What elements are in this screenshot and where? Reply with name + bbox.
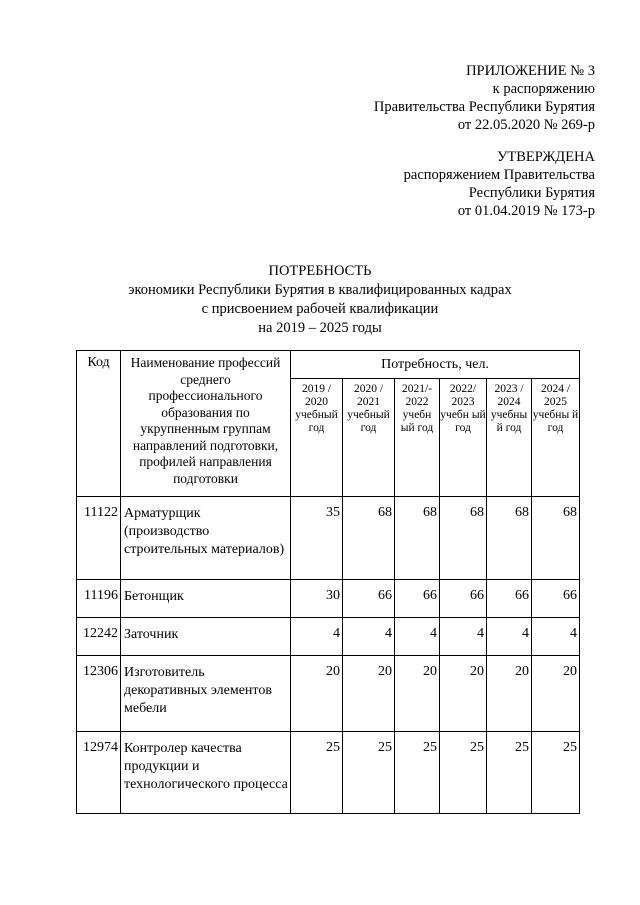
row-value: 20 [291,656,343,732]
row-name: Изготовитель декоративных элементов мебели [121,656,291,732]
document-title [0,262,640,338]
appendix-number: ПРИЛОЖЕНИЕ № 3 [466,63,595,79]
header-year: 2021/- 2022 учебн ый год [395,379,440,497]
row-value: 4 [440,618,487,656]
row-value: 4 [532,618,580,656]
approved-republic: Республики Бурятия [468,185,595,201]
row-value: 25 [291,732,343,814]
row-value: 30 [291,580,343,618]
row-value: 25 [440,732,487,814]
appendix-to-order: к распоряжению [492,81,595,97]
header-year: 2023 / 2024 учебны й год [487,379,532,497]
title-line-4: на 2019 – 2025 годы [258,320,382,336]
appendix-header [374,62,595,134]
row-code: 12306 [77,656,121,732]
row-value: 4 [343,618,395,656]
row-value: 35 [291,497,343,580]
title-line-2: экономики Республики Бурятия в квалифицированных кадрах [128,282,512,298]
requirements-table [76,350,580,814]
header-demand: Потребность, чел. [291,351,580,379]
table-row [77,497,580,580]
approved-label: УТВЕРЖДЕНА [497,149,595,165]
row-code: 11196 [77,580,121,618]
header-code: Код [77,351,121,497]
table-row [77,618,580,656]
row-value: 68 [532,497,580,580]
row-value: 4 [395,618,440,656]
header-year: 2022/ 2023 учебн ый год [440,379,487,497]
title-line-3: с присвоением рабочей квалификации [201,301,439,317]
row-value: 66 [395,580,440,618]
header-name: Наименование профессий среднего профессионального образования по укрупненным группам направлений подготовки, профилей направления подготовки [121,351,291,497]
row-code: 11122 [77,497,121,580]
approved-by-order: распоряжением Правительства [403,167,595,183]
row-value: 25 [395,732,440,814]
row-value: 25 [487,732,532,814]
row-code: 12974 [77,732,121,814]
row-name: Заточник [121,618,291,656]
approved-date: от 01.04.2019 № 173-р [457,203,595,219]
table-row [77,656,580,732]
approved-header [404,148,595,220]
table-header-row [77,351,580,379]
title-line-1: ПОТРЕБНОСТЬ [268,263,372,279]
header-year: 2020 / 2021 учебный год [343,379,395,497]
row-value: 66 [343,580,395,618]
row-value: 20 [395,656,440,732]
row-value: 20 [532,656,580,732]
row-value: 68 [395,497,440,580]
row-value: 66 [440,580,487,618]
row-value: 20 [487,656,532,732]
row-name: Арматурщик (производство строительных материалов) [121,497,291,580]
appendix-date: от 22.05.2020 № 269-р [457,117,595,133]
row-value: 20 [343,656,395,732]
table-row [77,732,580,814]
table-row [77,580,580,618]
row-value: 25 [343,732,395,814]
row-value: 4 [487,618,532,656]
row-value: 4 [291,618,343,656]
appendix-government: Правительства Республики Бурятия [373,99,595,115]
row-value: 20 [440,656,487,732]
header-year: 2019 / 2020 учебный год [291,379,343,497]
row-value: 68 [487,497,532,580]
row-value: 68 [440,497,487,580]
row-name: Контролер качества продукции и технологического процесса [121,732,291,814]
row-name: Бетонщик [121,580,291,618]
row-value: 25 [532,732,580,814]
row-code: 12242 [77,618,121,656]
row-value: 66 [532,580,580,618]
header-year: 2024 / 2025 учебны й год [532,379,580,497]
row-value: 68 [343,497,395,580]
row-value: 66 [487,580,532,618]
